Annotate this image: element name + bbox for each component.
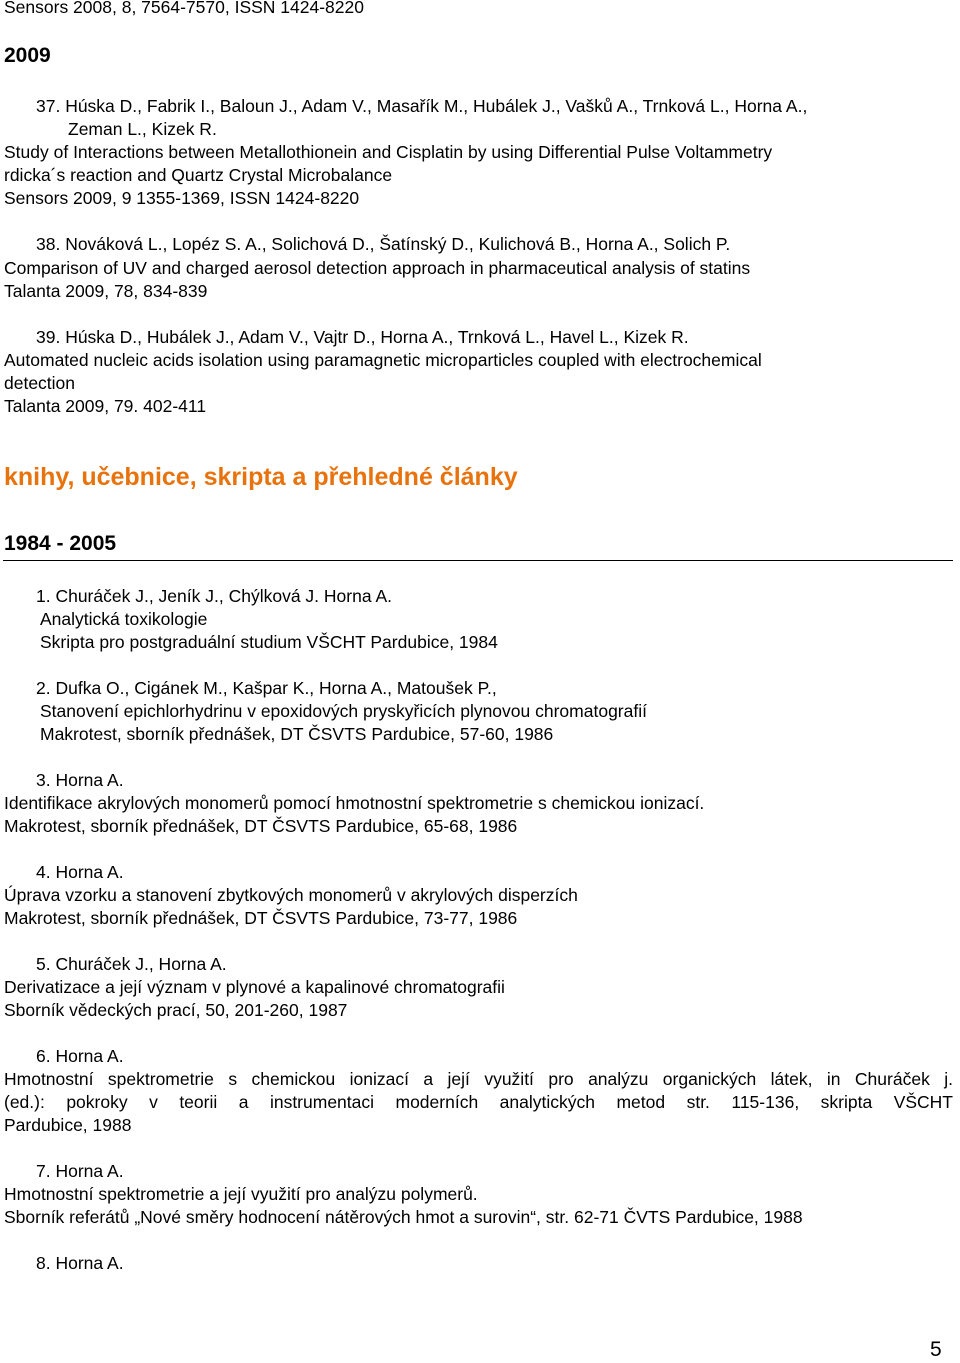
entry-title: Comparison of UV and charged aerosol detection approach in pharmaceutical analysis of statins: [4, 258, 751, 278]
book-title: Analytická toxikologie: [40, 609, 208, 629]
period-rule: [3, 560, 953, 561]
entry-source: Talanta 2009, 79. 402-411: [4, 396, 207, 416]
entry-authors: 39. Húska D., Hubálek J., Adam V., Vajtr D., Horna A., Trnková L., Havel L., Kizek R.: [36, 327, 689, 347]
book-authors: 3. Horna A.: [36, 770, 124, 790]
book-authors: 8. Horna A.: [36, 1253, 124, 1273]
year-heading-2009: 2009: [4, 44, 51, 67]
entry-authors: 37. Húska D., Fabrik I., Baloun J., Adam V., Masařík M., Hubálek J., Vašků A., Trnková L., Horna A.,: [36, 96, 808, 116]
book-authors: 5. Churáček J., Horna A.: [36, 954, 227, 974]
book-authors: 7. Horna A.: [36, 1161, 124, 1181]
page-header: Sensors 2008, 8, 7564-7570, ISSN 1424-8220: [4, 0, 364, 17]
entry-source: Sensors 2009, 9 1355-1369, ISSN 1424-8220: [4, 188, 360, 208]
book-source: Makrotest, sborník přednášek, DT ČSVTS Pardubice, 65-68, 1986: [4, 816, 518, 836]
book-title: Hmotnostní spektrometrie a její využití pro analýzu polymerů.: [4, 1184, 478, 1204]
entry-title: Study of Interactions between Metallothionein and Cisplatin by using Differential Pulse Voltammetry: [4, 142, 773, 162]
entry-authors: 38. Nováková L., Lopéz S. A., Solichová D., Šatínský D., Kulichová B., Horna A., Solich P.: [36, 234, 731, 254]
book-authors: 2. Dufka O., Cigánek M., Kašpar K., Horna A., Matoušek P.,: [36, 678, 497, 698]
book-text-line: (ed.): pokroky v teorii a instrumentaci moderních analytických metod str. 115-136, skripta VŠCHT: [4, 1092, 953, 1112]
book-title: Derivatizace a její význam v plynové a kapalinové chromatografii: [4, 977, 505, 997]
book-text-line: Hmotnostní spektrometrie s chemickou ionizací a její využití pro analýzu organických látek, in Churáček j.: [4, 1069, 953, 1089]
book-authors: 4. Horna A.: [36, 862, 124, 882]
book-title: Úprava vzorku a stanovení zbytkových monomerů v akrylových disperzích: [4, 885, 578, 905]
section-heading: knihy, učebnice, skripta a přehledné články: [4, 463, 518, 491]
entry-title-cont: rdicka´s reaction and Quartz Crystal Microbalance: [4, 165, 393, 185]
entry-source: Talanta 2009, 78, 834-839: [4, 281, 208, 301]
book-title: Stanovení epichlorhydrinu v epoxidových pryskyřicích plynovou chromatografií: [40, 701, 647, 721]
entry-title: Automated nucleic acids isolation using paramagnetic microparticles coupled with electrochemical: [4, 350, 762, 370]
entry-authors-cont: Zeman L., Kizek R.: [68, 119, 217, 139]
book-authors: 6. Horna A.: [36, 1046, 124, 1066]
entry-title-cont: detection: [4, 373, 76, 393]
book-source: Makrotest, sborník přednášek, DT ČSVTS Pardubice, 57-60, 1986: [40, 724, 554, 744]
book-title: Identifikace akrylových monomerů pomocí hmotnostní spektrometrie s chemickou ionizací.: [4, 793, 705, 813]
book-source: Makrotest, sborník přednášek, DT ČSVTS Pardubice, 73-77, 1986: [4, 908, 518, 928]
book-source: Skripta pro postgraduální studium VŠCHT Pardubice, 1984: [40, 632, 498, 652]
period-heading: 1984 - 2005: [4, 532, 117, 555]
book-source: Sborník referátů „Nové směry hodnocení nátěrových hmot a surovin“, str. 62-71 ČVTS Pardubice, 1988: [4, 1207, 803, 1227]
book-source: Sborník vědeckých prací, 50, 201-260, 1987: [4, 1000, 348, 1020]
book-text-line: Pardubice, 1988: [4, 1115, 132, 1135]
book-authors: 1. Churáček J., Jeník J., Chýlková J. Horna A.: [36, 586, 392, 606]
page-number: 5: [930, 1338, 942, 1361]
